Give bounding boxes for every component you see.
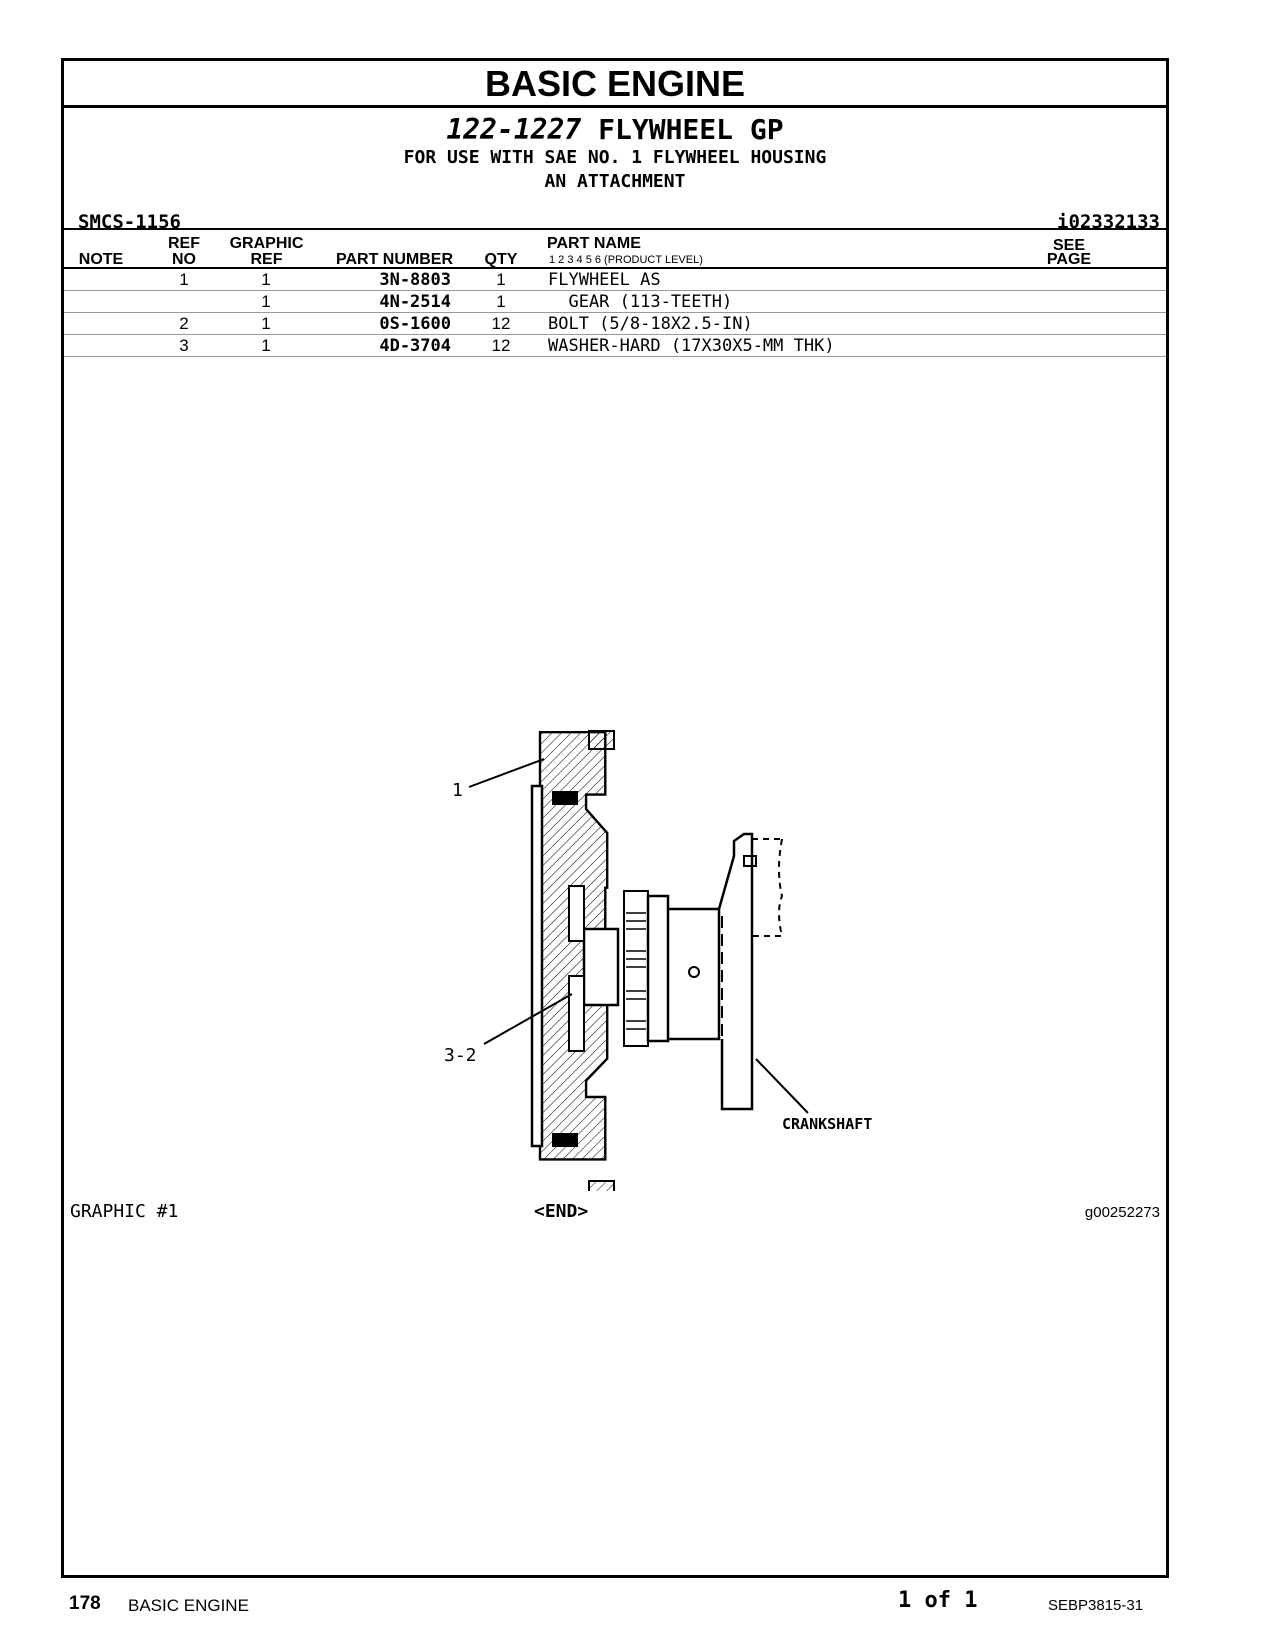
header-top-rule	[64, 228, 1166, 230]
smcs-code: SMCS-1156	[78, 211, 181, 233]
end-marker: <END>	[534, 1201, 589, 1222]
callout-1: 1	[452, 780, 463, 801]
page-number: 178	[69, 1593, 101, 1614]
col-ref-no-2: NO	[172, 251, 196, 268]
group-usage-line: FOR USE WITH SAE NO. 1 FLYWHEEL HOUSING	[403, 147, 827, 168]
part-name: BOLT (5/8-18X2.5-IN)	[548, 314, 753, 334]
page-of: 1 of 1	[898, 1588, 978, 1613]
part-name: WASHER-HARD (17X30X5-MM THK)	[548, 336, 835, 356]
ref-no: 1	[179, 270, 189, 289]
graphic-ref: 1	[261, 336, 271, 355]
ref-no: 2	[179, 314, 189, 333]
group-title	[64, 113, 1166, 146]
col-qty: QTY	[484, 251, 518, 268]
col-note: NOTE	[78, 251, 124, 268]
qty: 1	[496, 292, 506, 311]
qty: 12	[491, 336, 511, 355]
graphic-ref: 1	[261, 292, 271, 311]
col-part-name: PART NAME	[547, 235, 641, 252]
qty: 1	[496, 270, 506, 289]
graphic-ref: 1	[261, 270, 271, 289]
page-frame	[61, 58, 1169, 1578]
row-divider	[64, 312, 1166, 313]
part-name: GEAR (113-TEETH)	[548, 292, 733, 312]
part-number: 3N-8803	[379, 270, 451, 290]
graphic-ref: 1	[261, 314, 271, 333]
part-number: 4D-3704	[379, 336, 451, 356]
part-number: 0S-1600	[379, 314, 451, 334]
flywheel-cross-section-drawing	[384, 651, 924, 1191]
row-divider	[64, 290, 1166, 291]
row-divider	[64, 334, 1166, 335]
document-id: i02332133	[1057, 211, 1160, 233]
graphic-id: g00252273	[1084, 1204, 1160, 1221]
callout-crankshaft: CRANKSHAFT	[782, 1115, 873, 1133]
col-ref-no-1: REF	[168, 235, 200, 252]
row-divider	[64, 356, 1166, 357]
group-attachment-line: AN ATTACHMENT	[544, 171, 686, 192]
qty: 12	[491, 314, 511, 333]
part-name: FLYWHEEL AS	[548, 270, 661, 290]
group-name: FLYWHEEL GP	[598, 113, 784, 146]
callout-3-2: 3-2	[444, 1045, 477, 1066]
product-levels: 1 2 3 4 5 6 (PRODUCT LEVEL)	[549, 254, 703, 266]
section-title: BASIC ENGINE	[64, 61, 1166, 108]
col-part-number: PART NUMBER	[335, 251, 454, 268]
group-number: 122-1227	[446, 113, 582, 146]
col-see-page-1: SEE	[1052, 237, 1085, 254]
col-graphic-ref-1: GRAPHIC	[229, 235, 304, 252]
part-number: 4N-2514	[379, 292, 451, 312]
col-see-page-2: PAGE	[1046, 251, 1092, 268]
graphic-label: GRAPHIC #1	[70, 1201, 179, 1222]
ref-no: 3	[179, 336, 189, 355]
footer-section: BASIC ENGINE	[128, 1596, 249, 1615]
header-bottom-rule	[64, 267, 1166, 269]
publication-number: SEBP3815-31	[1048, 1597, 1144, 1614]
col-graphic-ref-2: REF	[250, 251, 283, 268]
